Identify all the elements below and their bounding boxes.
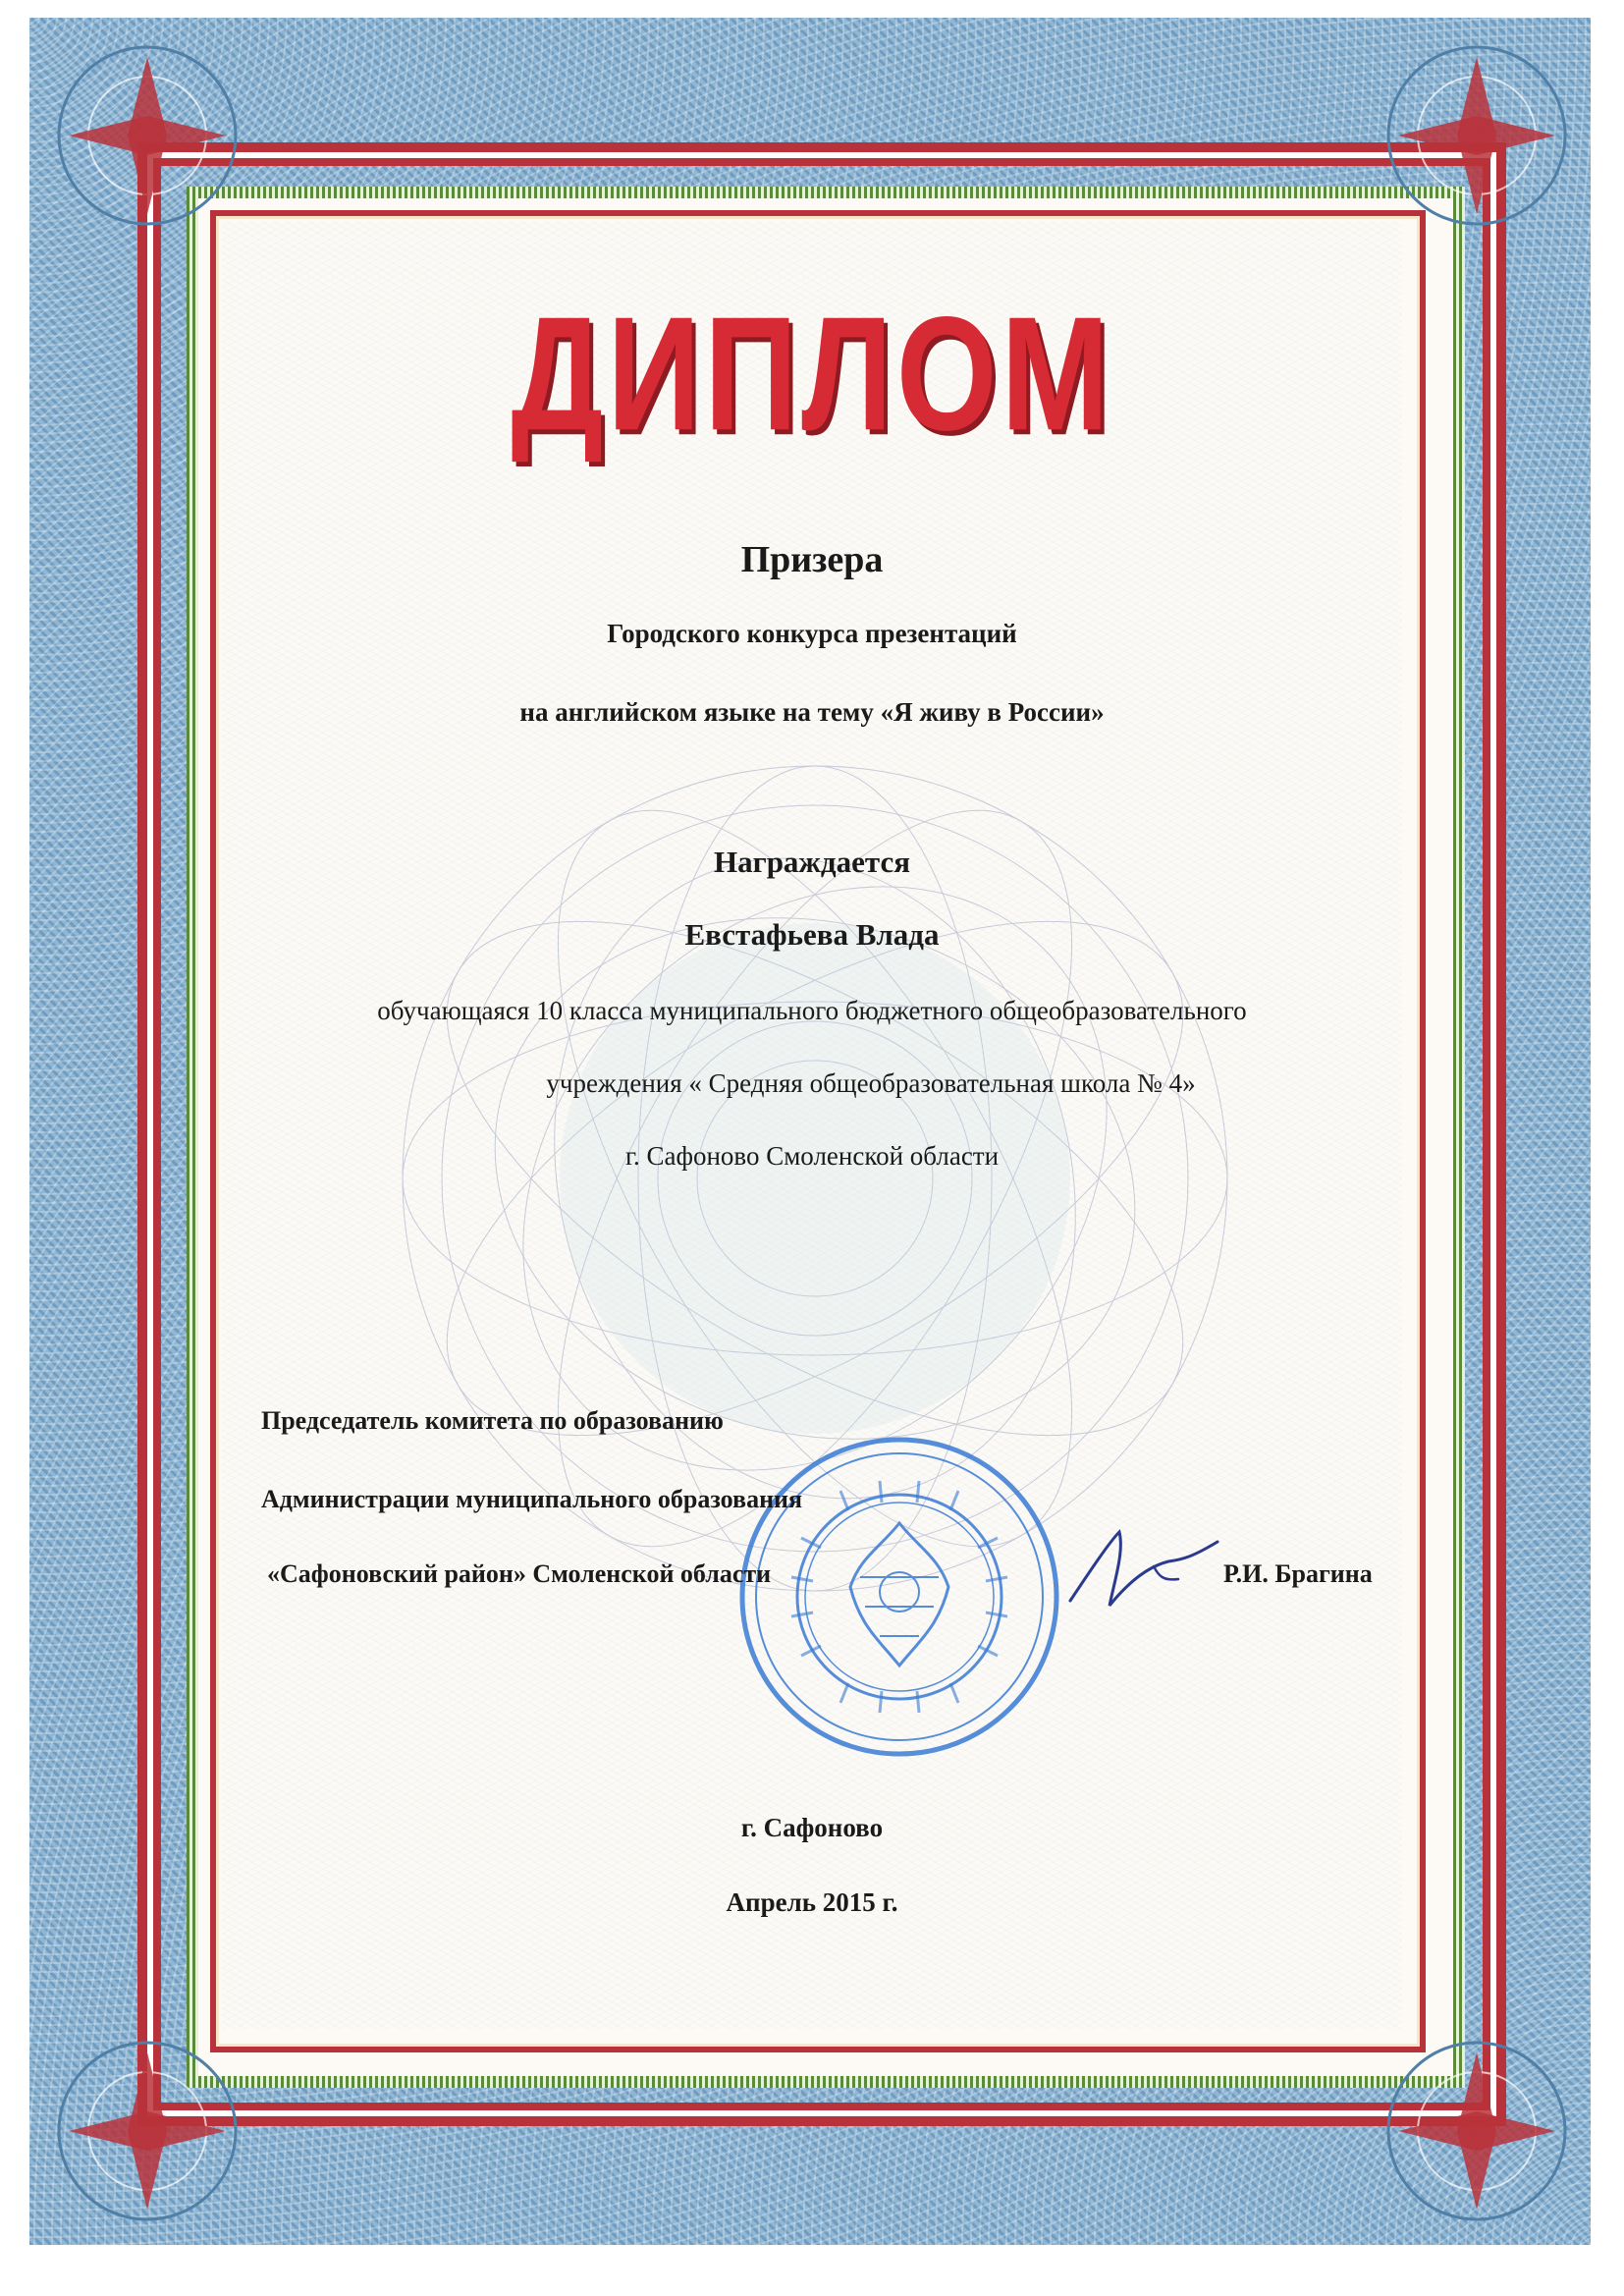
corner-ornament-icon (39, 2023, 255, 2239)
diploma-title: ДИПЛОМ (511, 283, 1113, 465)
issue-date: Апрель 2015 г. (726, 1887, 898, 1917)
contest-title-line2: на английском языке на тему «Я живу в России» (519, 697, 1105, 727)
corner-ornament-icon (1369, 27, 1585, 244)
corner-ornament-icon (1369, 2023, 1585, 2239)
corner-ornament-icon (39, 27, 255, 244)
recipient-description-line2: учреждения « Средняя общеобразовательная школа № 4» (546, 1068, 1196, 1098)
signatory-title-line1: Председатель комитета по образованию (261, 1406, 724, 1435)
recipient-name: Евстафьева Влада (684, 917, 940, 952)
recipient-description-line3: г. Сафоново Смоленской области (624, 1141, 1000, 1171)
official-round-stamp-icon (732, 1430, 1066, 1764)
contest-title-line1: Городского конкурса презентаций (607, 619, 1017, 648)
signatory-name: Р.И. Брагина (1223, 1559, 1373, 1588)
awarded-label: Награждается (714, 845, 910, 879)
recipient-description-line1: обучающаяся 10 класса муниципального бюджетного общеобразовательного (377, 996, 1247, 1025)
signatory-title-line3: «Сафоновский район» Смоленской области (267, 1559, 772, 1588)
signatory-title-line2: Администрации муниципального образования (261, 1485, 803, 1513)
award-category: Призера (740, 539, 884, 580)
handwritten-signature-icon (1060, 1512, 1237, 1620)
issue-city: г. Сафоново (740, 1813, 884, 1842)
